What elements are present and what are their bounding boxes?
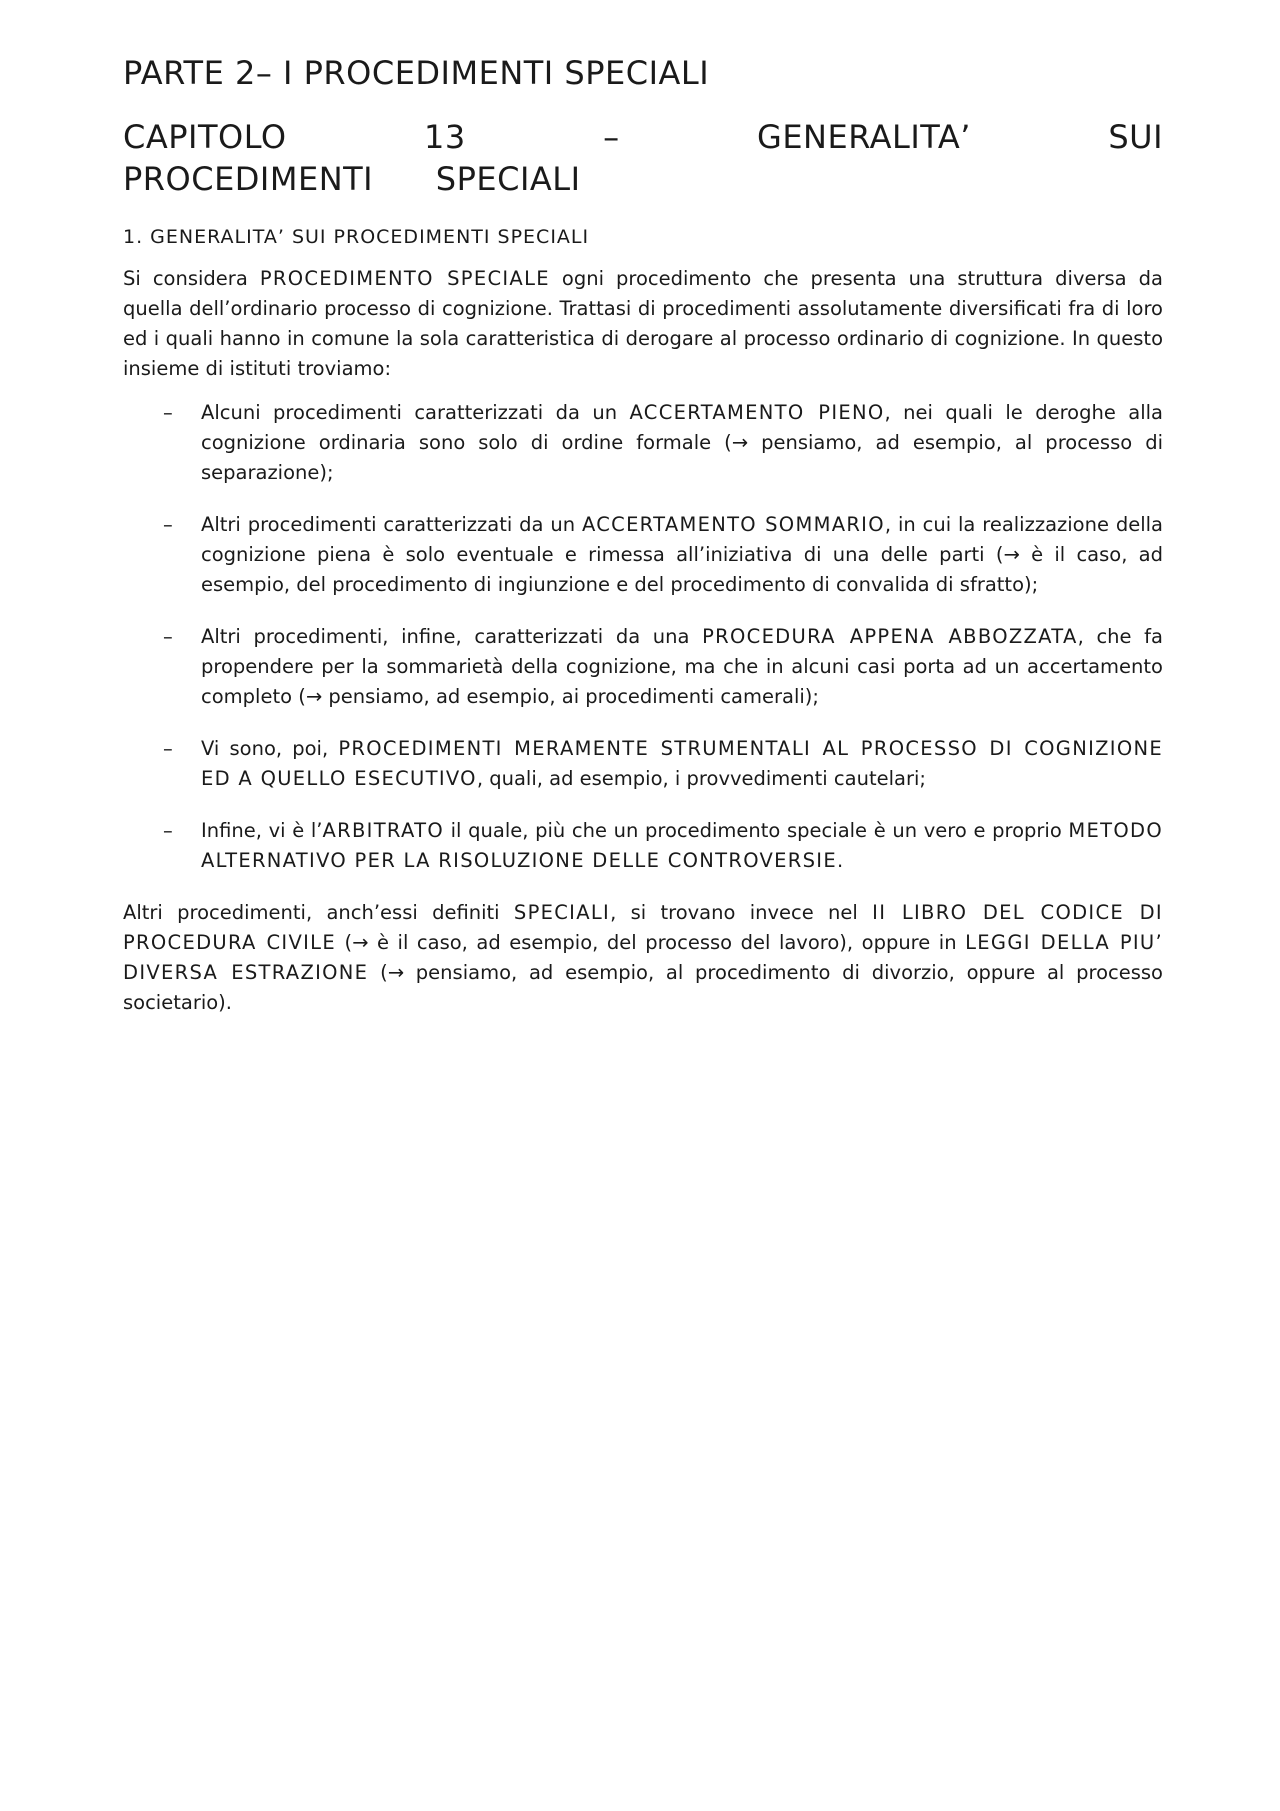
procedure-types-list (123, 398, 1163, 876)
item-term: ACCERTAMENTO PIENO (629, 401, 885, 424)
item-text-before: Alcuni procedimenti caratterizzati da un (201, 401, 630, 424)
item-text-after: , che fa propendere per la sommarietà della cognizione, ma che in alcuni casi porta ad un accertamento completo (→ pensiamo, ad esempio, ai procedimenti camerali); (201, 625, 1163, 708)
list-item-text (201, 816, 1163, 876)
intro-paragraph (123, 264, 1163, 384)
list-item (123, 734, 1163, 794)
item-term: PROCEDIMENTI MERAMENTE STRUMENTALI AL PROCESSO DI COGNIZIONE ED A QUELLO ESECUTIVO (201, 737, 1163, 790)
closing-term-2: II LIBRO DEL CODICE DI PROCEDURA CIVILE (123, 901, 1163, 954)
item-term: ACCERTAMENTO SOMMARIO (581, 513, 885, 536)
closing-text-1: Altri procedimenti, anch’essi definiti (123, 901, 514, 924)
item-term: ARBITRATO (322, 819, 444, 842)
item-text-before: Vi sono, poi, (201, 737, 339, 760)
dash-bullet: – (163, 819, 173, 842)
item-text-after: , nei quali le deroghe alla cognizione ordinaria sono solo di ordine formale (→ pensiamo, ad esempio, al processo di separazione); (201, 401, 1163, 484)
list-item-text (201, 734, 1163, 794)
closing-term-1: SPECIALI (513, 901, 611, 924)
document-page (123, 52, 1163, 1032)
list-item-text (201, 510, 1163, 600)
list-item-text (201, 398, 1163, 488)
chapter-title: CAPITOLO 13 – GENERALITA’ SUI PROCEDIMENTI SPECIALI (123, 118, 1163, 198)
closing-term-3: LEGGI DELLA PIU’ DIVERSA ESTRAZIONE (123, 931, 1164, 984)
list-item (123, 816, 1163, 876)
item-text-after: , quali, ad esempio, i provvedimenti cautelari; (476, 767, 926, 790)
item-term-2: METODO ALTERNATIVO PER LA RISOLUZIONE DELLE CONTROVERSIE (201, 819, 1163, 872)
dash-bullet: – (163, 737, 173, 760)
closing-text-2: , si trovano invece nel (610, 901, 873, 924)
item-text-after: il quale, più che un procedimento speciale è un vero e proprio (443, 819, 1069, 842)
part-title: PARTE 2– I PROCEDIMENTI SPECIALI (123, 54, 710, 92)
intro-text-2: ogni procedimento che presenta una struttura diversa da quella dell’ordinario processo di cognizione. Trattasi di procedimenti assolutamente diversificati fra di loro ed i quali hanno in comune la sola caratteristica di derogare al processo ordinario di cognizione. In questo insieme di istituti troviamo: (123, 267, 1164, 380)
intro-term: PROCEDIMENTO SPECIALE (259, 267, 550, 290)
item-text-before: Altri procedimenti caratterizzati da un (201, 513, 582, 536)
item-text-before: Infine, vi è l’ (201, 819, 323, 842)
closing-text-4: (→ pensiamo, ad esempio, al procedimento di divorzio, oppure al processo societario). (123, 961, 1163, 1014)
section-title: 1. GENERALITA’ SUI PROCEDIMENTI SPECIALI (123, 226, 590, 248)
list-item (123, 510, 1163, 600)
dash-bullet: – (163, 401, 173, 424)
dash-bullet: – (163, 513, 173, 536)
item-text-after: , in cui la realizzazione della cognizione piena è solo eventuale e rimessa all’iniziativa di una delle parti (→ è il caso, ad esempio, del procedimento di ingiunzione e del procedimento di convalida di sfratto); (201, 513, 1163, 596)
item-term: PROCEDURA APPENA ABBOZZATA (702, 625, 1078, 648)
list-item-text (201, 622, 1163, 712)
item-text-before: Altri procedimenti, infine, caratterizzati da una (201, 625, 703, 648)
closing-text-3: (→ è il caso, ad esempio, del processo del lavoro), oppure in (335, 931, 966, 954)
closing-paragraph (123, 898, 1163, 1018)
list-item (123, 622, 1163, 712)
list-item (123, 398, 1163, 488)
dash-bullet: – (163, 625, 173, 648)
intro-text-1: Si considera (123, 267, 260, 290)
item-text-after-2: . (836, 849, 844, 872)
